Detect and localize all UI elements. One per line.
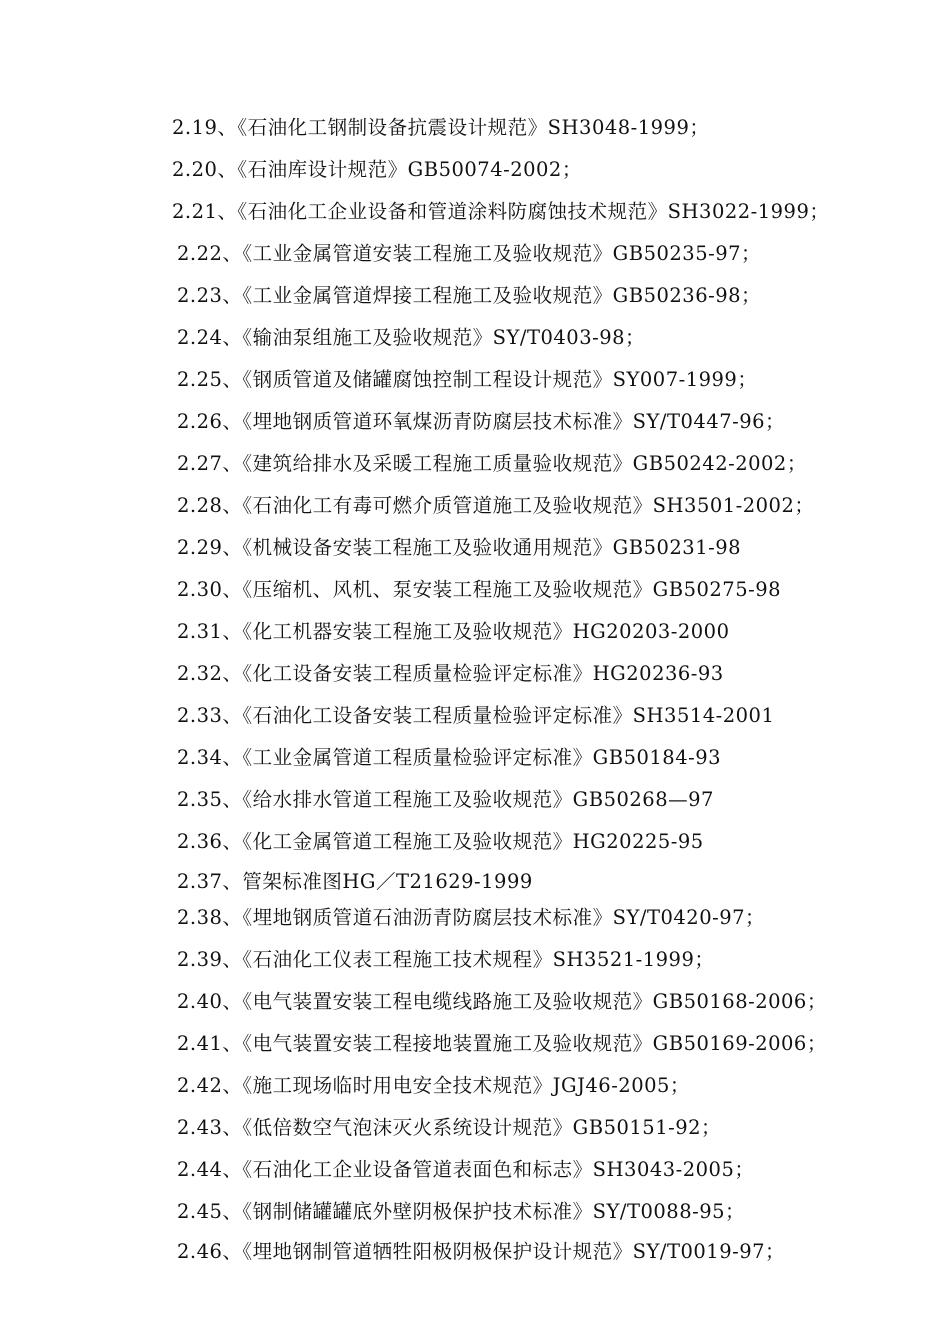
list-item: 2.41、《电气装置安装工程接地装置施工及验收规范》GB50169-2006；: [177, 1032, 827, 1055]
list-item: 2.25、《钢质管道及储罐腐蚀控制工程设计规范》SY007-1999；: [177, 368, 758, 391]
list-item: 2.43、《低倍数空气泡沫灭火系统设计规范》GB50151-92；: [177, 1116, 722, 1139]
list-item: 2.27、《建筑给排水及采暖工程施工质量验收规范》GB50242-2002；: [177, 452, 807, 475]
list-item: 2.34、《工业金属管道工程质量检验评定标准》GB50184-93: [177, 746, 722, 769]
list-item: 2.38、《埋地钢质管道石油沥青防腐层技术标准》SY/T0420-97；: [177, 906, 766, 929]
list-item: 2.45、《钢制储罐罐底外壁阴极保护技术标准》SY/T0088-95；: [177, 1200, 746, 1223]
list-item: 2.28、《石油化工有毒可燃介质管道施工及验收规范》SH3501-2002；: [177, 494, 815, 517]
list-item: 2.40、《电气装置安装工程电缆线路施工及验收规范》GB50168-2006；: [177, 990, 827, 1013]
list-item: 2.46、《埋地钢制管道牺牲阳极阴极保护设计规范》SY/T0019-97；: [177, 1240, 786, 1263]
list-item: 2.35、《给水排水管道工程施工及验收规范》GB50268—97: [177, 788, 714, 811]
list-item: 2.44、《石油化工企业设备管道表面色和标志》SH3043-2005；: [177, 1158, 755, 1181]
list-item: 2.39、《石油化工仪表工程施工技术规程》SH3521-1999；: [177, 948, 715, 971]
list-item: 2.26、《埋地钢质管道环氧煤沥青防腐层技术标准》SY/T0447-96；: [177, 410, 786, 433]
list-item: 2.36、《化工金属管道工程施工及验收规范》HG20225-95: [177, 830, 704, 853]
list-item: 2.37、管架标准图HG／T21629-1999: [177, 870, 533, 893]
list-item: 2.29、《机械设备安装工程施工及验收通用规范》GB50231-98: [177, 536, 742, 559]
list-item: 2.23、《工业金属管道焊接工程施工及验收规范》GB50236-98；: [177, 284, 762, 307]
list-item: 2.33、《石油化工设备安装工程质量检验评定标准》SH3514-2001: [177, 704, 775, 727]
list-item: 2.32、《化工设备安装工程质量检验评定标准》HG20236-93: [177, 662, 724, 685]
list-item: 2.30、《压缩机、风机、泵安装工程施工及验收规范》GB50275-98: [177, 578, 782, 601]
list-item: 2.21、《石油化工企业设备和管道涂料防腐蚀技术规范》SH3022-1999；: [172, 200, 830, 223]
list-item: 2.22、《工业金属管道安装工程施工及验收规范》GB50235-97；: [177, 242, 762, 265]
list-item: 2.31、《化工机器安装工程施工及验收规范》HG20203-2000: [177, 620, 730, 643]
list-item: 2.42、《施工现场临时用电安全技术规范》JGJ46-2005；: [177, 1074, 690, 1097]
list-item: 2.20、《石油库设计规范》GB50074-2002；: [172, 158, 582, 181]
list-item: 2.19、《石油化工钢制设备抗震设计规范》SH3048-1999；: [172, 116, 710, 139]
list-item: 2.24、《输油泵组施工及验收规范》SY/T0403-98；: [177, 326, 646, 349]
